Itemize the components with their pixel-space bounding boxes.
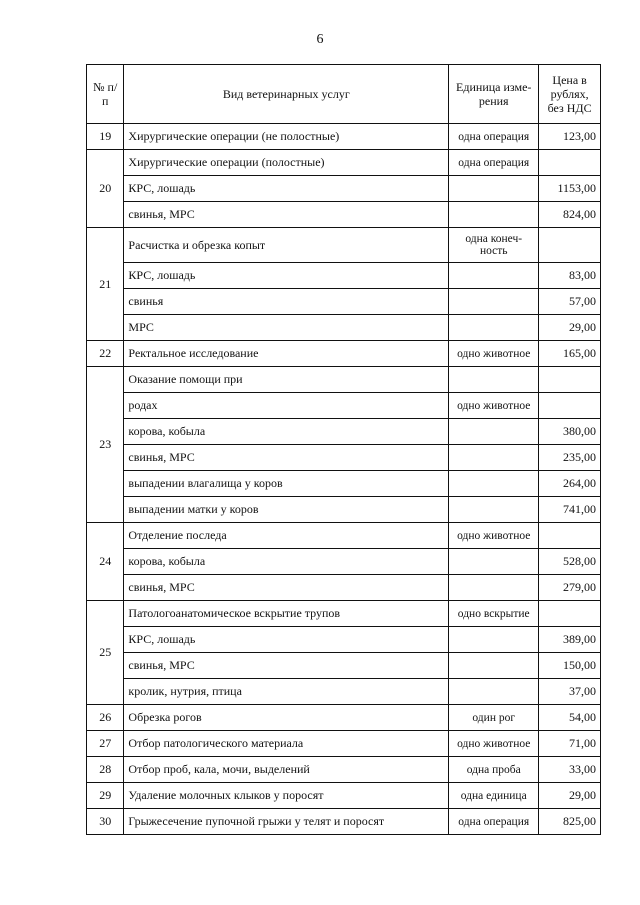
price-cell bbox=[539, 601, 601, 627]
service-name: выпадении матки у коров bbox=[124, 497, 449, 523]
table-row bbox=[87, 341, 601, 367]
unit-cell: одно животное bbox=[449, 341, 539, 367]
row-number: 29 bbox=[87, 783, 124, 809]
table-row bbox=[87, 176, 601, 202]
header-num: № п/п bbox=[87, 65, 124, 124]
price-cell: 235,00 bbox=[539, 445, 601, 471]
unit-cell bbox=[449, 627, 539, 653]
unit-cell: одна операция bbox=[449, 150, 539, 176]
table-row bbox=[87, 523, 601, 549]
row-number: 28 bbox=[87, 757, 124, 783]
table-row bbox=[87, 549, 601, 575]
table-row bbox=[87, 315, 601, 341]
price-cell: 71,00 bbox=[539, 731, 601, 757]
service-name: родах bbox=[124, 393, 449, 419]
service-name: корова, кобыла bbox=[124, 419, 449, 445]
row-number: 25 bbox=[87, 601, 124, 705]
unit-cell bbox=[449, 445, 539, 471]
unit-cell bbox=[449, 176, 539, 202]
table-row bbox=[87, 445, 601, 471]
service-name: свинья bbox=[124, 289, 449, 315]
price-cell: 528,00 bbox=[539, 549, 601, 575]
table-row bbox=[87, 809, 601, 835]
table-row bbox=[87, 783, 601, 809]
table-row bbox=[87, 228, 601, 263]
price-cell bbox=[539, 393, 601, 419]
row-number: 19 bbox=[87, 124, 124, 150]
unit-cell: одна операция bbox=[449, 124, 539, 150]
price-cell: 150,00 bbox=[539, 653, 601, 679]
price-cell: 83,00 bbox=[539, 263, 601, 289]
header-service: Вид ветеринарных услуг bbox=[124, 65, 449, 124]
price-cell: 279,00 bbox=[539, 575, 601, 601]
price-table bbox=[86, 64, 601, 835]
service-name: свинья, МРС bbox=[124, 653, 449, 679]
table-body bbox=[87, 124, 601, 835]
unit-cell bbox=[449, 549, 539, 575]
unit-cell bbox=[449, 575, 539, 601]
table-row bbox=[87, 202, 601, 228]
table-row bbox=[87, 289, 601, 315]
price-cell: 741,00 bbox=[539, 497, 601, 523]
unit-cell bbox=[449, 679, 539, 705]
table-row bbox=[87, 575, 601, 601]
table-row bbox=[87, 627, 601, 653]
unit-cell: одна конеч-ность bbox=[449, 228, 539, 263]
service-name: МРС bbox=[124, 315, 449, 341]
service-name: Оказание помощи при bbox=[124, 367, 449, 393]
service-name: Расчистка и обрезка копыт bbox=[124, 228, 449, 263]
table-row bbox=[87, 471, 601, 497]
price-cell: 380,00 bbox=[539, 419, 601, 445]
price-cell bbox=[539, 228, 601, 263]
price-cell: 29,00 bbox=[539, 315, 601, 341]
table-row bbox=[87, 263, 601, 289]
service-name: КРС, лошадь bbox=[124, 176, 449, 202]
service-name: свинья, МРС bbox=[124, 445, 449, 471]
price-cell bbox=[539, 523, 601, 549]
header-unit: Единица изме-рения bbox=[449, 65, 539, 124]
service-name: Ректальное исследование bbox=[124, 341, 449, 367]
price-cell: 824,00 bbox=[539, 202, 601, 228]
unit-cell: одно вскрытие bbox=[449, 601, 539, 627]
row-number: 24 bbox=[87, 523, 124, 601]
unit-cell bbox=[449, 419, 539, 445]
table-row bbox=[87, 653, 601, 679]
unit-cell: одна операция bbox=[449, 809, 539, 835]
unit-cell: одно животное bbox=[449, 523, 539, 549]
table-row bbox=[87, 393, 601, 419]
service-name: Отбор проб, кала, мочи, выделений bbox=[124, 757, 449, 783]
service-name: Обрезка рогов bbox=[124, 705, 449, 731]
price-cell: 1153,00 bbox=[539, 176, 601, 202]
unit-cell bbox=[449, 289, 539, 315]
service-name: Отбор патологического материала bbox=[124, 731, 449, 757]
unit-cell: одна единица bbox=[449, 783, 539, 809]
service-name: Отделение последа bbox=[124, 523, 449, 549]
price-cell bbox=[539, 150, 601, 176]
unit-cell: один рог bbox=[449, 705, 539, 731]
price-cell: 264,00 bbox=[539, 471, 601, 497]
price-cell bbox=[539, 367, 601, 393]
table-header-row bbox=[87, 65, 601, 124]
table-row bbox=[87, 497, 601, 523]
table-row bbox=[87, 601, 601, 627]
row-number: 30 bbox=[87, 809, 124, 835]
price-cell: 29,00 bbox=[539, 783, 601, 809]
unit-cell bbox=[449, 315, 539, 341]
service-name: кролик, нутрия, птица bbox=[124, 679, 449, 705]
row-number: 21 bbox=[87, 228, 124, 341]
unit-cell: одна проба bbox=[449, 757, 539, 783]
row-number: 23 bbox=[87, 367, 124, 523]
service-name: выпадении влагалища у коров bbox=[124, 471, 449, 497]
unit-cell bbox=[449, 202, 539, 228]
table-row bbox=[87, 731, 601, 757]
header-price: Цена в рублях, без НДС bbox=[539, 65, 601, 124]
table-row bbox=[87, 757, 601, 783]
price-cell: 37,00 bbox=[539, 679, 601, 705]
price-cell: 57,00 bbox=[539, 289, 601, 315]
unit-cell bbox=[449, 263, 539, 289]
unit-cell bbox=[449, 497, 539, 523]
price-cell: 165,00 bbox=[539, 341, 601, 367]
unit-cell bbox=[449, 367, 539, 393]
service-name: свинья, МРС bbox=[124, 202, 449, 228]
page-number: 6 bbox=[316, 32, 324, 47]
row-number: 26 bbox=[87, 705, 124, 731]
price-cell: 389,00 bbox=[539, 627, 601, 653]
price-cell: 825,00 bbox=[539, 809, 601, 835]
table-row bbox=[87, 679, 601, 705]
service-name: Хирургические операции (полостные) bbox=[124, 150, 449, 176]
unit-cell bbox=[449, 471, 539, 497]
row-number: 22 bbox=[87, 341, 124, 367]
unit-cell bbox=[449, 653, 539, 679]
table-row bbox=[87, 150, 601, 176]
service-name: КРС, лошадь bbox=[124, 263, 449, 289]
price-cell: 54,00 bbox=[539, 705, 601, 731]
row-number: 20 bbox=[87, 150, 124, 228]
price-cell: 123,00 bbox=[539, 124, 601, 150]
service-name: Хирургические операции (не полостные) bbox=[124, 124, 449, 150]
service-name: Грыжесечение пупочной грыжи у телят и поросят bbox=[124, 809, 449, 835]
row-number: 27 bbox=[87, 731, 124, 757]
service-name: свинья, МРС bbox=[124, 575, 449, 601]
table-row bbox=[87, 419, 601, 445]
price-cell: 33,00 bbox=[539, 757, 601, 783]
table-row bbox=[87, 124, 601, 150]
service-name: Удаление молочных клыков у поросят bbox=[124, 783, 449, 809]
service-name: КРС, лошадь bbox=[124, 627, 449, 653]
table-row bbox=[87, 705, 601, 731]
unit-cell: одно животное bbox=[449, 393, 539, 419]
unit-cell: одно животное bbox=[449, 731, 539, 757]
service-name: корова, кобыла bbox=[124, 549, 449, 575]
table-row bbox=[87, 367, 601, 393]
service-name: Патологоанатомическое вскрытие трупов bbox=[124, 601, 449, 627]
